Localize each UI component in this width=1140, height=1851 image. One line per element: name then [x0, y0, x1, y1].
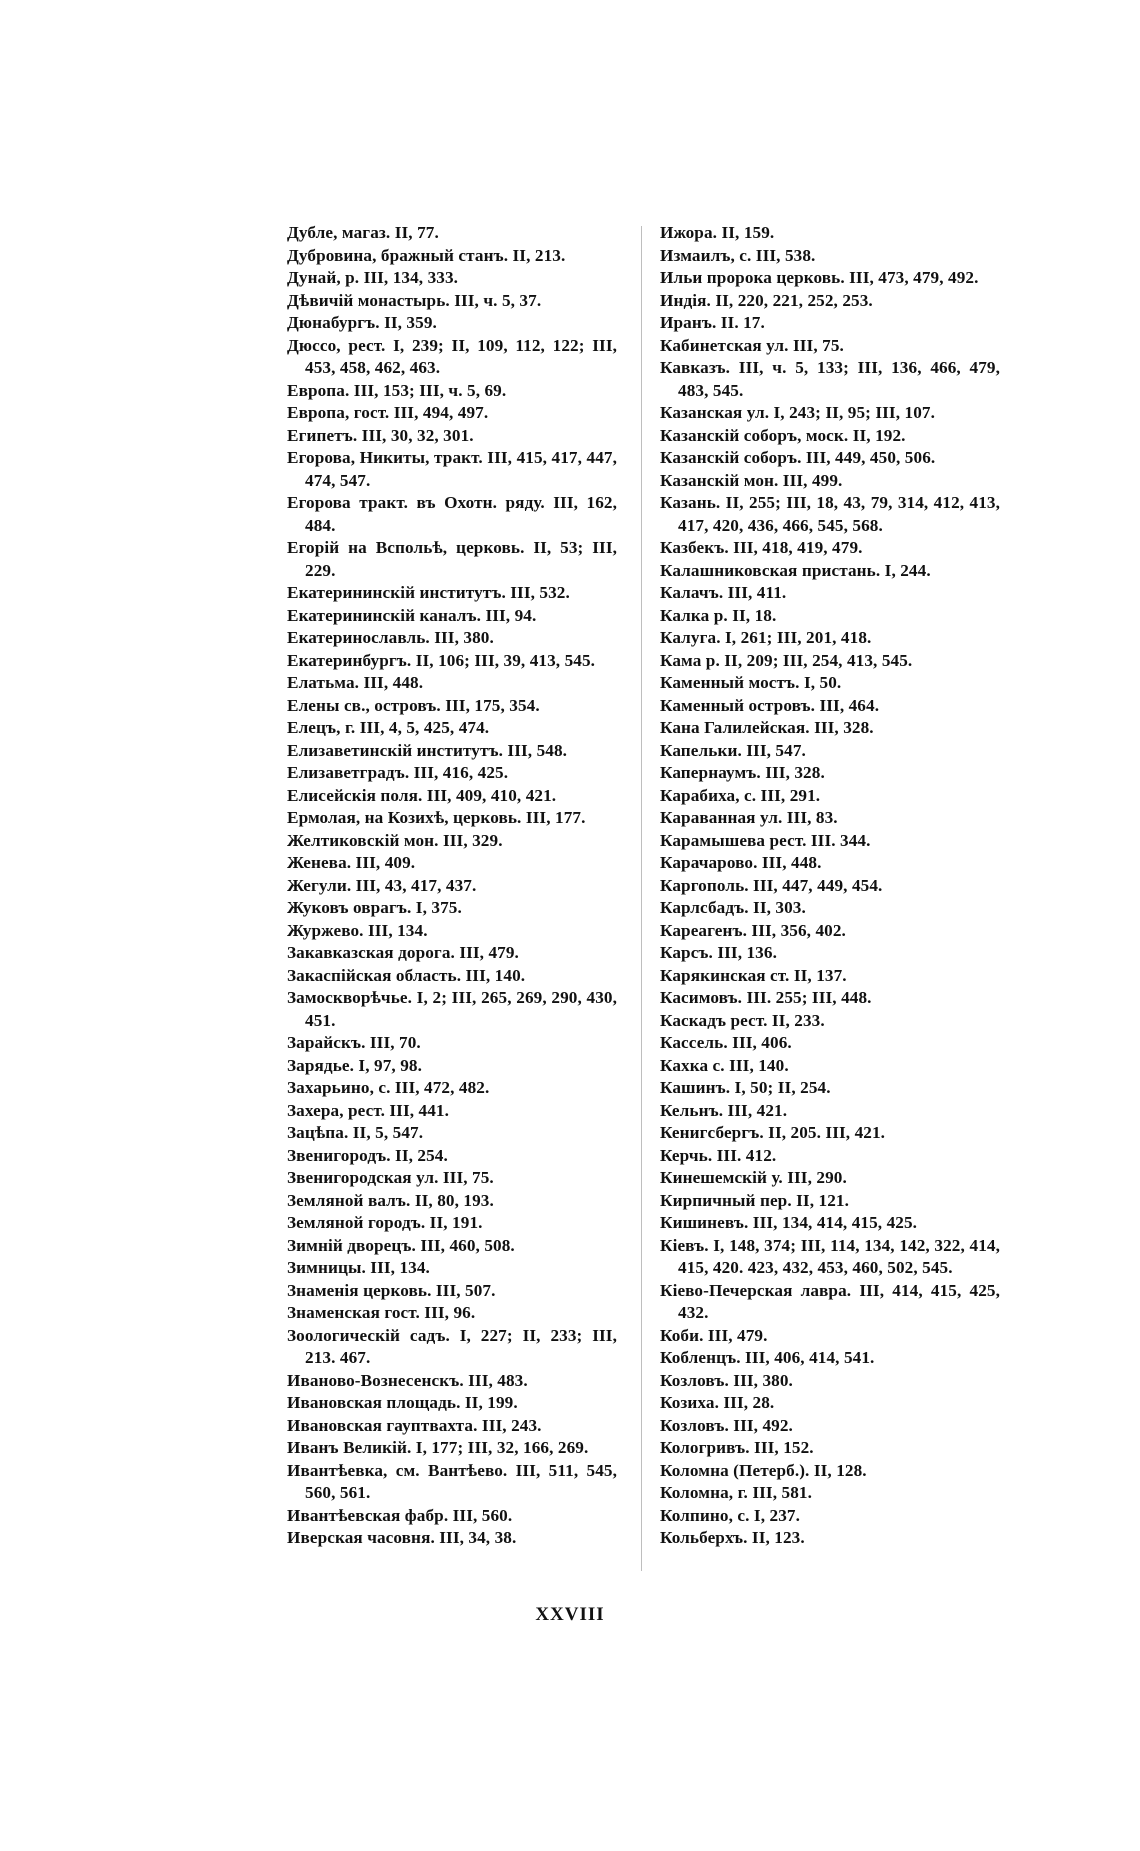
index-entry: Зимницы. III, 134. [287, 1258, 430, 1277]
index-entry: Елисейскія поля. III, 409, 410, 421. [287, 785, 557, 805]
index-entry: Зарядье. I, 97, 98. [287, 1055, 422, 1075]
index-entry: Ивановская гауптвахта. III, 243. [287, 1415, 542, 1435]
index-entry: Ивантѣевская фабр. III, 560. [287, 1505, 513, 1525]
index-entry: Знаменская гост. III, 96. [287, 1303, 476, 1322]
index-entry: Кана Галилейская. III, 328. [660, 718, 874, 737]
index-entry: Иранъ. II. 17. [660, 313, 765, 332]
index-entry: Кашинъ. I, 50; II, 254. [660, 1078, 831, 1097]
index-entry: Коломна (Петерб.). II, 128. [660, 1460, 867, 1480]
index-entry: Ермолая, на Козихѣ, церковь. III, 177. [287, 808, 586, 827]
index-entry: Калка р. II, 18. [660, 605, 777, 625]
index-entry: Калуга. I, 261; III, 201, 418. [660, 628, 872, 647]
index-entry: Казанскій соборъ. III, 449, 450, 506. [660, 448, 936, 467]
index-entry: Егорова тракт. въ Охотн. ряду. III, 162, 484. [287, 493, 617, 535]
index-entry: Карсъ. III, 136. [660, 943, 777, 962]
index-entry: Кирпичный пер. II, 121. [660, 1190, 849, 1210]
index-entry: Зоологическій садъ. I, 227; II, 233; III, 213. 467. [287, 1325, 617, 1367]
index-entry: Кенигсбергъ. II, 205. III, 421. [660, 1123, 886, 1142]
index-entry: Карамышева рест. III. 344. [660, 830, 871, 850]
index-entry: Карякинская ст. II, 137. [660, 965, 847, 985]
index-entry: Екатерининскій институтъ. III, 532. [287, 583, 570, 602]
index-entry: Караванная ул. III, 83. [660, 808, 838, 827]
index-entry: Колпино, с. I, 237. [660, 1505, 800, 1525]
index-entry: Елены св., островъ. III, 175, 354. [287, 695, 540, 715]
index-entry: Звенигородская ул. III, 75. [287, 1168, 494, 1187]
index-entry: Керчь. III. 412. [660, 1145, 777, 1165]
index-entry: Желтиковскій мон. III, 329. [287, 830, 503, 850]
index-entry: Кіевъ. I, 148, 374; III, 114, 134, 142, 322, 414, 415, 420. 423, 432, 453, 460, 502, 545. [660, 1235, 1000, 1277]
index-entry: Ижора. II, 159. [660, 223, 775, 242]
index-entry: Кобленцъ. III, 406, 414, 541. [660, 1348, 875, 1367]
index-entry: Зимній дворецъ. III, 460, 508. [287, 1235, 515, 1255]
index-entry: Екатерининскій каналъ. III, 94. [287, 605, 537, 625]
index-entry: Козловъ. III, 380. [660, 1370, 793, 1390]
index-entry: Ивановская площадь. II, 199. [287, 1393, 518, 1412]
index-entry: Земляной городъ. II, 191. [287, 1213, 483, 1232]
index-entry: Дюнабургъ. II, 359. [287, 313, 437, 332]
index-entry: Каменный островъ. III, 464. [660, 695, 880, 715]
index-entry: Жегули. III, 43, 417, 437. [287, 875, 477, 895]
index-entry: Кольберхъ. II, 123. [660, 1528, 805, 1547]
index-entry: Земляной валъ. II, 80, 193. [287, 1190, 494, 1210]
index-entry: Капельки. III, 547. [660, 740, 806, 760]
index-entry: Дунай, р. III, 134, 333. [287, 268, 459, 287]
index-entry: Казбекъ. III, 418, 419, 479. [660, 538, 863, 557]
index-entry: Кіево-Печерская лавра. III, 414, 415, 425, 432. [660, 1280, 1000, 1322]
index-entry: Касимовъ. III. 255; III, 448. [660, 988, 872, 1007]
index-entry: Измаилъ, с. III, 538. [660, 245, 816, 265]
index-entry: Елизаветинскій институтъ. III, 548. [287, 740, 568, 760]
index-entry: Иверская часовня. III, 34, 38. [287, 1528, 517, 1547]
index-entry: Европа. III, 153; III, ч. 5, 69. [287, 380, 507, 400]
index-entry: Елизаветградъ. III, 416, 425. [287, 763, 509, 782]
index-entry: Коби. III, 479. [660, 1325, 768, 1345]
index-entry: Индія. II, 220, 221, 252, 253. [660, 290, 873, 310]
index-entry: Женева. III, 409. [287, 853, 416, 872]
index-entry: Карабиха, с. III, 291. [660, 785, 821, 805]
index-entry: Кишиневъ. III, 134, 414, 415, 425. [660, 1213, 918, 1232]
index-entry: Казань. II, 255; III, 18, 43, 79, 314, 412, 413, 417, 420, 436, 466, 545, 568. [660, 493, 1000, 535]
index-entry: Кареагенъ. III, 356, 402. [660, 920, 846, 940]
index-entry: Карлсбадъ. II, 303. [660, 898, 806, 917]
index-entry: Египетъ. III, 30, 32, 301. [287, 425, 474, 445]
index-entry: Кавказъ. III, ч. 5, 133; III, 136, 466, 479, 483, 545. [660, 358, 1000, 400]
index-entry: Кахка с. III, 140. [660, 1055, 789, 1075]
index-entry: Европа, гост. III, 494, 497. [287, 403, 489, 422]
index-entry: Захера, рест. III, 441. [287, 1100, 450, 1120]
page-number: XXVIII [535, 1604, 605, 1625]
index-entry: Кельнъ. III, 421. [660, 1100, 788, 1120]
index-entry: Кама р. II, 209; III, 254, 413, 545. [660, 650, 913, 670]
index-entry: Кассель. III, 406. [660, 1033, 792, 1052]
index-entry: Егорова, Никиты, тракт. III, 415, 417, 447, 474, 547. [287, 448, 617, 490]
index-entry: Каргополь. III, 447, 449, 454. [660, 875, 883, 895]
column-divider [641, 226, 642, 1571]
index-entry: Каскадъ рест. II, 233. [660, 1010, 825, 1030]
index-entry: Ивантѣевка, см. Вантѣево. III, 511, 545, 560, 561. [287, 1460, 617, 1502]
index-entry: Карачарово. III, 448. [660, 853, 822, 872]
index-entry: Кинешемскій у. III, 290. [660, 1168, 847, 1187]
index-entry: Звенигородъ. II, 254. [287, 1145, 448, 1165]
index-entry: Казанскій мон. III, 499. [660, 470, 843, 490]
index-column-right [660, 222, 1000, 1550]
index-entry: Закаспійская область. III, 140. [287, 965, 526, 985]
index-entry: Кабинетская ул. III, 75. [660, 335, 844, 355]
index-entry: Закавказская дорога. III, 479. [287, 943, 519, 962]
index-entry: Дюссо, рест. I, 239; II, 109, 112, 122; III, 453, 458, 462, 463. [287, 335, 617, 377]
index-entry: Калашниковская пристань. I, 244. [660, 560, 931, 580]
index-column-left [287, 222, 617, 1550]
index-entry: Елецъ, г. III, 4, 5, 425, 474. [287, 718, 490, 737]
index-entry: Козловъ. III, 492. [660, 1415, 793, 1435]
index-entry: Казанская ул. I, 243; II, 95; III, 107. [660, 403, 935, 422]
index-entry: Дѣвичій монастырь. III, ч. 5, 37. [287, 290, 542, 310]
index-entry: Зарайскъ. III, 70. [287, 1033, 421, 1052]
index-entry: Коломна, г. III, 581. [660, 1483, 812, 1502]
index-entry: Ильи пророка церковь. III, 473, 479, 492. [660, 268, 979, 287]
index-entry: Зацѣпа. II, 5, 547. [287, 1123, 424, 1142]
index-entry: Дубле, магаз. II, 77. [287, 223, 439, 242]
index-entry: Захарьино, с. III, 472, 482. [287, 1078, 490, 1097]
index-entry: Журжево. III, 134. [287, 920, 428, 940]
index-entry: Егорій на Вспольѣ, церковь. II, 53; III, 229. [287, 538, 617, 580]
index-entry: Елатьма. III, 448. [287, 673, 424, 692]
index-entry: Калачъ. III, 411. [660, 583, 787, 602]
index-entry: Иваново-Вознесенскъ. III, 483. [287, 1370, 528, 1390]
index-entry: Екатеринославль. III, 380. [287, 628, 494, 647]
index-entry: Козиха. III, 28. [660, 1393, 775, 1412]
index-entry: Жуковъ оврагъ. I, 375. [287, 898, 462, 917]
index-entry: Дубровина, бражный станъ. II, 213. [287, 245, 566, 265]
index-entry: Кологривъ. III, 152. [660, 1438, 814, 1457]
index-entry: Каменный мостъ. I, 50. [660, 673, 842, 692]
index-entry: Знаменія церковь. III, 507. [287, 1280, 496, 1300]
index-entry: Казанскій соборъ, моск. II, 192. [660, 425, 906, 445]
index-entry: Капернаумъ. III, 328. [660, 763, 825, 782]
index-entry: Иванъ Великій. I, 177; III, 32, 166, 269. [287, 1438, 589, 1457]
index-entry: Замоскворѣчье. I, 2; III, 265, 269, 290, 430, 451. [287, 988, 617, 1030]
index-entry: Екатеринбургъ. II, 106; III, 39, 413, 545. [287, 650, 596, 670]
